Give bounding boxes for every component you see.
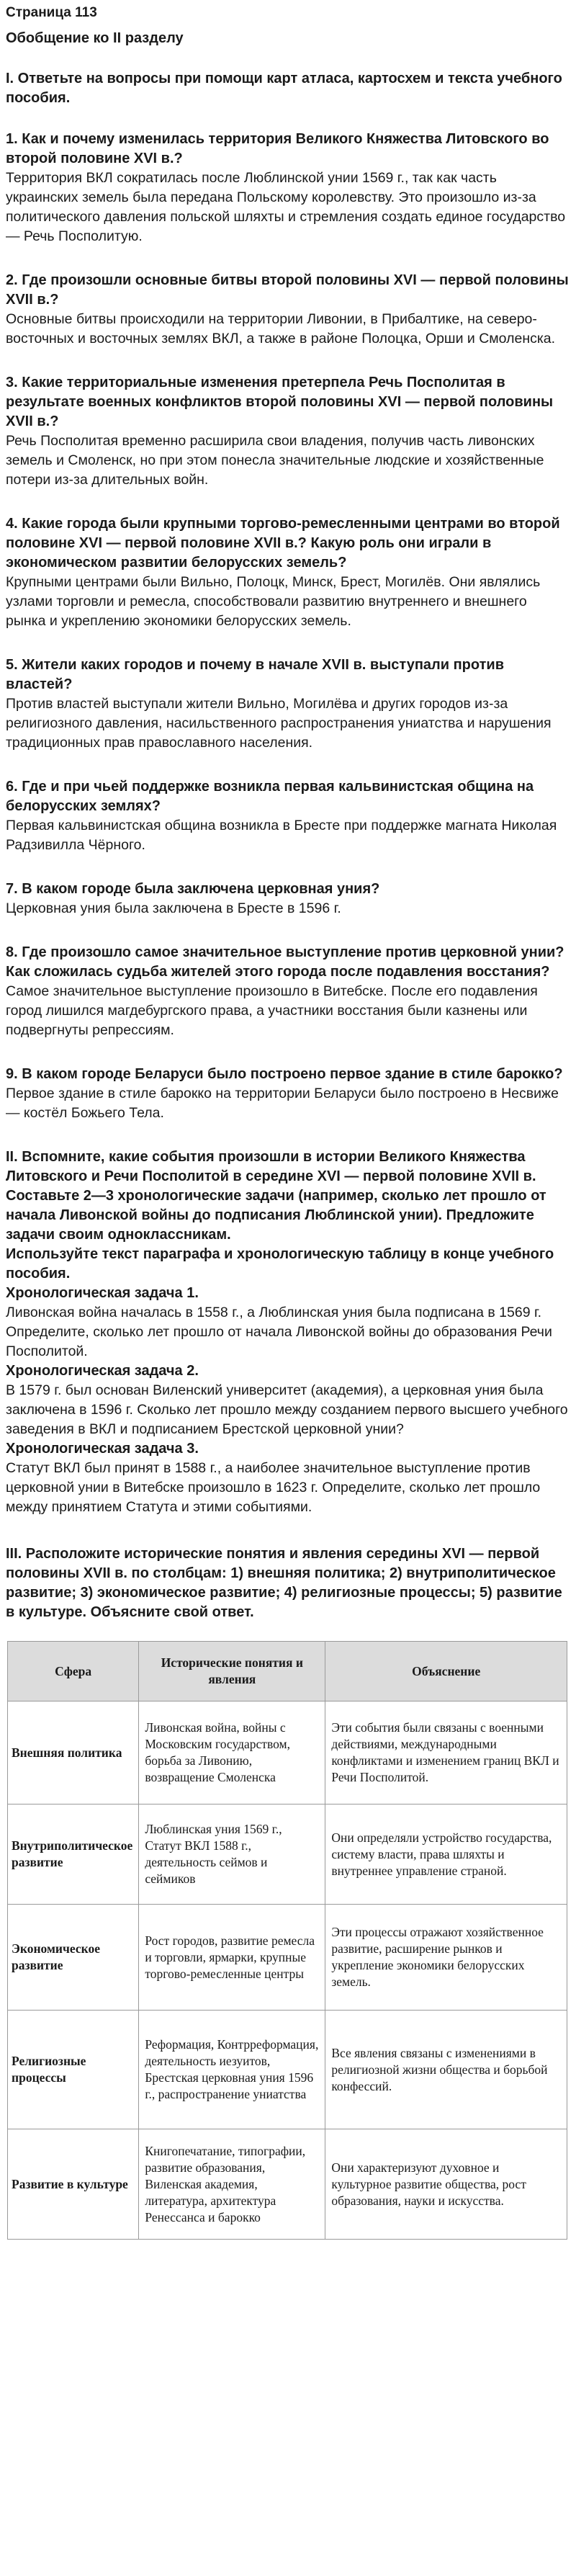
explanation-cell: Эти события были связаны с военными действиями, международными конфликтами и изменением границ ВКЛ и Речи Посполитой.	[325, 1701, 567, 1804]
page-number: Страница 113	[6, 5, 97, 20]
question-block-8	[6, 943, 569, 1040]
question-text: 3. Какие территориальные изменения претерпела Речь Посполитая в результате военных конфликтов второй половины XVI — первой половины XVII в.?	[6, 375, 554, 429]
task-title-3: Хронологическая задача 3.	[6, 1441, 199, 1457]
question-block-4	[6, 514, 569, 631]
table-row	[8, 2011, 567, 2129]
concepts-cell: Книгопечатание, типографии, развитие образования, Виленская академия, литература, архитектура Ренессанса и барокко	[139, 2129, 325, 2240]
answer-text: Первая кальвинистская община возникла в Бресте при поддержке магната Николая Радзивилла Чёрного.	[6, 818, 557, 853]
sphere-cell: Внешняя политика	[8, 1701, 139, 1804]
explanation-cell: Все явления связаны с изменениями в религиозной жизни общества и борьбой конфессий.	[325, 2011, 567, 2129]
task-title-1: Хронологическая задача 1.	[6, 1285, 199, 1301]
answer-text: Самое значительное выступление произошло в Витебске. После его подавления город лишился магдебургского права, а участники восстания были казнены или подвергнуты репрессиям.	[6, 983, 538, 1038]
sphere-cell: Религиозные процессы	[8, 2011, 139, 2129]
page-title: Обобщение ко II разделу	[6, 30, 184, 46]
table-header-row	[8, 1642, 567, 1701]
table-row	[8, 2129, 567, 2240]
answer-text: Церковная уния была заключена в Бресте в 1596 г.	[6, 900, 341, 916]
question-text: 5. Жители каких городов и почему в начале XVII в. выступали против властей?	[6, 657, 504, 692]
question-block-9	[6, 1065, 569, 1123]
question-text: 1. Как и почему изменилась территория Великого Княжества Литовского во второй половине XVI в.?	[6, 131, 549, 166]
answer-text: Территория ВКЛ сократилась после Люблинской унии 1569 г., так как часть украинских земель была передана Польскому королевству. Это произошло из-за политического давления польской шляхты и стремления создать единое государство — Речь Посполитую.	[6, 170, 566, 244]
section-3-heading: III. Расположите исторические понятия и явления середины XVI — первой половины XVII в. по столбцам: 1) внешняя политика; 2) внутриполитическое развитие; 3) экономическое развитие; 4) религиозные процессы; 5) развитие в культуре. Объясните свой ответ.	[6, 1546, 562, 1620]
concepts-cell: Люблинская уния 1569 г., Статут ВКЛ 1588 г., деятельность сеймов и сеймиков	[139, 1804, 325, 1905]
concepts-cell: Реформация, Контрреформация, деятельность иезуитов, Брестская церковная уния 1596 г., распространение униатства	[139, 2011, 325, 2129]
question-text: 9. В каком городе Беларуси было построено первое здание в стиле барокко?	[6, 1066, 563, 1082]
question-block-6	[6, 777, 569, 855]
section-2-hint: Используйте текст параграфа и хронологическую таблицу в конце учебного пособия.	[6, 1246, 554, 1282]
answer-text: Первое здание в стиле барокко на территории Беларуси было построено в Несвиже — костёл Божьего Тела.	[6, 1086, 559, 1121]
task-title-2: Хронологическая задача 2.	[6, 1363, 199, 1379]
concepts-cell: Рост городов, развитие ремесла и торговли, ярмарки, крупные торгово-ремесленные центры	[139, 1905, 325, 2011]
question-text: 7. В каком городе была заключена церковная уния?	[6, 881, 380, 897]
column-header-concepts: Исторические понятия и явления	[139, 1642, 325, 1701]
answer-text: Основные битвы происходили на территории Ливонии, в Прибалтике, на северо-восточных и восточных землях ВКЛ, а также в районе Полоцка, Орши и Смоленска.	[6, 311, 556, 346]
explanation-cell: Эти процессы отражают хозяйственное развитие, расширение рынков и укрепление экономики белорусских земель.	[325, 1905, 567, 2011]
question-text: 6. Где и при чьей поддержке возникла первая кальвинистская община на белорусских землях?	[6, 779, 534, 814]
spheres-table	[7, 1641, 567, 2240]
question-block-1	[6, 130, 569, 246]
explanation-cell: Они определяли устройство государства, систему власти, права шляхты и внутреннее управление страной.	[325, 1804, 567, 1905]
task-text-3: Статут ВКЛ был принят в 1588 г., а наиболее значительное выступление против церковной унии в Витебске произошло в 1623 г. Определите, сколько лет прошло между принятием Статута и этими событиями.	[6, 1460, 541, 1515]
sphere-cell: Экономическое развитие	[8, 1905, 139, 2011]
explanation-cell: Они характеризуют духовное и культурное развитие общества, рост образования, науки и искусства.	[325, 2129, 567, 2240]
table-row	[8, 1905, 567, 2011]
sphere-cell: Развитие в культуре	[8, 2129, 139, 2240]
section-2-heading: II. Вспомните, какие события произошли в истории Великого Княжества Литовского и Речи Посполитой в середине XVI — первой половине XVII в. Составьте 2—3 хронологические задачи (например, сколько лет прошло от начала Ливонской войны до подписания Люблинской унии). Предложите задачи своим одноклассникам.	[6, 1149, 546, 1243]
question-block-5	[6, 656, 569, 753]
answer-text: Против властей выступали жители Вильно, Могилёва и других городов из-за религиозного давления, насильственного распространения униатства и нарушения традиционных прав православного населения.	[6, 696, 552, 751]
question-block-2	[6, 271, 569, 349]
answer-text: Крупными центрами были Вильно, Полоцк, Минск, Брест, Могилёв. Они являлись узлами торговли и ремесла, способствовали развитию внутреннего и внешнего рынка и укреплению экономики белорусских земель.	[6, 574, 541, 629]
question-text: 8. Где произошло самое значительное выступление против церковной унии? Как сложилась судьба жителей этого города после подавления восстания?	[6, 944, 564, 980]
question-block-7	[6, 880, 569, 918]
column-header-sphere: Сфера	[8, 1642, 139, 1701]
task-text-1: Ливонская война началась в 1558 г., а Люблинская уния была подписана в 1569 г. Определите, сколько лет прошло от начала Ливонской войны до образования Речи Посполитой.	[6, 1305, 552, 1359]
section-1-heading: I. Ответьте на вопросы при помощи карт атласа, картосхем и текста учебного пособия.	[6, 71, 562, 106]
question-text: 4. Какие города были крупными торгово-ремесленными центрами во второй половине XVI — первой половине XVII в.? Какую роль они играли в экономическом развитии белорусских земель?	[6, 516, 560, 571]
task-text-2: В 1579 г. был основан Виленский университет (академия), а церковная уния была заключена в 1596 г. Сколько лет прошло между созданием первого высшего учебного заведения в ВКЛ и подписанием Брестской церковной унии?	[6, 1382, 568, 1437]
question-text: 2. Где произошли основные битвы второй половины XVI — первой половины XVII в.?	[6, 272, 569, 308]
table-row	[8, 1701, 567, 1804]
concepts-cell: Ливонская война, войны с Московским государством, борьба за Ливонию, возвращение Смоленска	[139, 1701, 325, 1804]
section-2	[6, 1148, 569, 1517]
column-header-explanation: Объяснение	[325, 1642, 567, 1701]
answer-text: Речь Посполитая временно расширила свои владения, получив часть ливонских земель и Смоленск, но при этом понесла значительные людские и хозяйственные потери из-за длительных войн.	[6, 433, 544, 488]
question-block-3	[6, 373, 569, 490]
table-row	[8, 1804, 567, 1905]
sphere-cell: Внутриполитическое развитие	[8, 1804, 139, 1905]
